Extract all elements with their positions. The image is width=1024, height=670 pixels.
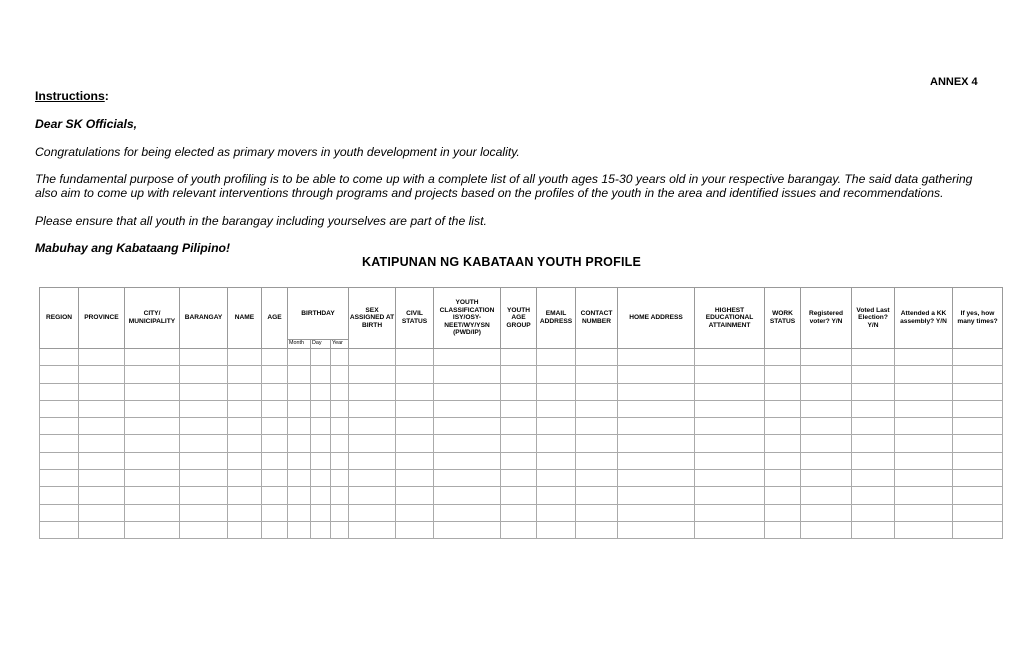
table-cell[interactable]	[40, 418, 79, 435]
col-name: NAME	[228, 288, 262, 349]
table-row	[40, 452, 1003, 469]
table-cell[interactable]	[765, 452, 801, 469]
table-cell[interactable]	[852, 383, 895, 400]
table-cell[interactable]	[953, 400, 1003, 417]
table-cell[interactable]	[618, 487, 695, 504]
table-cell[interactable]	[434, 435, 501, 452]
table-cell[interactable]	[537, 383, 576, 400]
table-cell[interactable]	[228, 452, 262, 469]
table-cell[interactable]	[40, 504, 79, 521]
table-cell[interactable]	[695, 418, 765, 435]
table-cell[interactable]	[228, 383, 262, 400]
table-cell[interactable]	[576, 400, 618, 417]
table-cell[interactable]	[396, 349, 434, 366]
table-cell[interactable]	[618, 521, 695, 538]
table-cell[interactable]	[228, 521, 262, 538]
table-row	[40, 383, 1003, 400]
col-city: CITY/ MUNICIPALITY	[125, 288, 180, 349]
table-cell[interactable]	[396, 487, 434, 504]
col-civil-status: CIVIL STATUS	[396, 288, 434, 349]
instructions-heading-colon: :	[104, 89, 109, 103]
table-cell[interactable]	[695, 349, 765, 366]
table-cell[interactable]	[618, 504, 695, 521]
table-cell[interactable]	[765, 383, 801, 400]
table-cell[interactable]	[434, 418, 501, 435]
table-cell[interactable]	[180, 452, 228, 469]
table-cell[interactable]	[288, 521, 311, 538]
table-cell[interactable]	[765, 521, 801, 538]
annex-label: ANNEX 4	[930, 76, 978, 88]
table-cell[interactable]	[434, 366, 501, 383]
table-cell[interactable]	[180, 435, 228, 452]
table-row	[40, 418, 1003, 435]
table-cell[interactable]	[953, 418, 1003, 435]
table-cell[interactable]	[434, 383, 501, 400]
table-cell[interactable]	[895, 452, 953, 469]
table-cell[interactable]	[501, 452, 537, 469]
table-cell[interactable]	[180, 487, 228, 504]
table-cell[interactable]	[331, 400, 349, 417]
table-cell[interactable]	[852, 504, 895, 521]
table-cell[interactable]	[895, 487, 953, 504]
table-cell[interactable]	[228, 470, 262, 487]
table-cell[interactable]	[288, 435, 311, 452]
table-cell[interactable]	[331, 366, 349, 383]
table-cell[interactable]	[331, 383, 349, 400]
table-cell[interactable]	[228, 418, 262, 435]
ensure-text: Please ensure that all youth in the barangay including yourselves are part of the list.	[35, 214, 487, 228]
table-cell[interactable]	[40, 400, 79, 417]
table-cell[interactable]	[180, 383, 228, 400]
table-cell[interactable]	[953, 487, 1003, 504]
table-cell[interactable]	[695, 383, 765, 400]
table-cell[interactable]	[537, 521, 576, 538]
table-cell[interactable]	[537, 400, 576, 417]
table-cell[interactable]	[228, 366, 262, 383]
table-cell[interactable]	[618, 435, 695, 452]
table-cell[interactable]	[801, 470, 852, 487]
table-cell[interactable]	[537, 504, 576, 521]
table-cell[interactable]	[396, 366, 434, 383]
table-cell[interactable]	[311, 383, 331, 400]
table-cell[interactable]	[618, 383, 695, 400]
table-cell[interactable]	[311, 487, 331, 504]
table-cell[interactable]	[501, 366, 537, 383]
table-cell[interactable]	[331, 418, 349, 435]
table-cell[interactable]	[501, 504, 537, 521]
table-cell[interactable]	[40, 383, 79, 400]
col-region: REGION	[40, 288, 79, 349]
table-cell[interactable]	[537, 452, 576, 469]
table-cell[interactable]	[311, 366, 331, 383]
table-cell[interactable]	[618, 366, 695, 383]
table-cell[interactable]	[695, 366, 765, 383]
table-cell[interactable]	[262, 435, 288, 452]
table-cell[interactable]	[801, 487, 852, 504]
table-cell[interactable]	[349, 349, 396, 366]
table-cell[interactable]	[501, 418, 537, 435]
table-cell[interactable]	[79, 383, 125, 400]
salutation: Dear SK Officials,	[35, 117, 138, 131]
table-cell[interactable]	[288, 383, 311, 400]
table-cell[interactable]	[953, 521, 1003, 538]
table-cell[interactable]	[396, 470, 434, 487]
table-cell[interactable]	[852, 435, 895, 452]
table-cell[interactable]	[125, 400, 180, 417]
table-cell[interactable]	[180, 349, 228, 366]
table-cell[interactable]	[349, 470, 396, 487]
table-cell[interactable]	[262, 470, 288, 487]
table-cell[interactable]	[262, 349, 288, 366]
table-cell[interactable]	[434, 470, 501, 487]
table-cell[interactable]	[501, 435, 537, 452]
table-cell[interactable]	[288, 366, 311, 383]
table-cell[interactable]	[331, 349, 349, 366]
table-cell[interactable]	[79, 470, 125, 487]
table-cell[interactable]	[852, 400, 895, 417]
table-cell[interactable]	[576, 383, 618, 400]
table-cell[interactable]	[349, 418, 396, 435]
table-cell[interactable]	[537, 487, 576, 504]
table-cell[interactable]	[262, 383, 288, 400]
table-cell[interactable]	[79, 400, 125, 417]
table-cell[interactable]	[801, 349, 852, 366]
table-row	[40, 487, 1003, 504]
table-cell[interactable]	[434, 400, 501, 417]
col-sex: SEX ASSIGNED AT BIRTH	[349, 288, 396, 349]
closing-text: Mabuhay ang Kabataang Pilipino!	[35, 241, 231, 255]
table-cell[interactable]	[331, 452, 349, 469]
col-voted-last-election: Voted Last Election? Y/N	[852, 288, 895, 349]
col-email: EMAIL ADDRESS	[537, 288, 576, 349]
col-birthday: BIRTHDAY	[288, 288, 349, 340]
col-birthday-day: Day	[311, 340, 331, 349]
table-cell[interactable]	[125, 452, 180, 469]
table-cell[interactable]	[79, 452, 125, 469]
table-cell[interactable]	[537, 435, 576, 452]
table-cell[interactable]	[695, 504, 765, 521]
table-cell[interactable]	[40, 521, 79, 538]
col-youth-age-group: YOUTH AGE GROUP	[501, 288, 537, 349]
table-cell[interactable]	[695, 470, 765, 487]
table-cell[interactable]	[537, 349, 576, 366]
table-cell[interactable]	[125, 366, 180, 383]
table-cell[interactable]	[125, 418, 180, 435]
table-cell[interactable]	[953, 349, 1003, 366]
table-cell[interactable]	[895, 521, 953, 538]
table-cell[interactable]	[537, 470, 576, 487]
table-cell[interactable]	[262, 504, 288, 521]
table-cell[interactable]	[576, 418, 618, 435]
table-cell[interactable]	[311, 521, 331, 538]
table-cell[interactable]	[262, 452, 288, 469]
col-work-status: WORK STATUS	[765, 288, 801, 349]
table-cell[interactable]	[40, 366, 79, 383]
table-cell[interactable]	[288, 400, 311, 417]
table-cell[interactable]	[288, 470, 311, 487]
table-cell[interactable]	[434, 452, 501, 469]
table-cell[interactable]	[349, 366, 396, 383]
col-barangay: BARANGAY	[180, 288, 228, 349]
table-cell[interactable]	[79, 418, 125, 435]
youth-profile-table	[39, 287, 1003, 539]
table-cell[interactable]	[125, 383, 180, 400]
table-cell[interactable]	[801, 504, 852, 521]
table-cell[interactable]	[618, 470, 695, 487]
table-cell[interactable]	[695, 400, 765, 417]
table-cell[interactable]	[311, 435, 331, 452]
table-cell[interactable]	[125, 504, 180, 521]
table-cell[interactable]	[765, 504, 801, 521]
table-cell[interactable]	[895, 418, 953, 435]
table-cell[interactable]	[311, 504, 331, 521]
instructions-heading-text: Instructions	[35, 89, 105, 103]
table-cell[interactable]	[501, 521, 537, 538]
table-cell[interactable]	[228, 487, 262, 504]
table-cell[interactable]	[576, 366, 618, 383]
table-cell[interactable]	[895, 504, 953, 521]
table-cell[interactable]	[895, 435, 953, 452]
table-cell[interactable]	[618, 418, 695, 435]
table-cell[interactable]	[180, 470, 228, 487]
table-cell[interactable]	[349, 435, 396, 452]
table-cell[interactable]	[331, 435, 349, 452]
table-cell[interactable]	[349, 504, 396, 521]
table-cell[interactable]	[576, 349, 618, 366]
table-cell[interactable]	[501, 487, 537, 504]
table-body	[40, 349, 1003, 539]
table-cell[interactable]	[396, 452, 434, 469]
table-cell[interactable]	[765, 349, 801, 366]
col-age: AGE	[262, 288, 288, 349]
table-cell[interactable]	[288, 487, 311, 504]
table-cell[interactable]	[125, 470, 180, 487]
table-cell[interactable]	[695, 452, 765, 469]
table-cell[interactable]	[852, 366, 895, 383]
table-cell[interactable]	[537, 366, 576, 383]
form-title: KATIPUNAN NG KABATAAN YOUTH PROFILE	[362, 255, 641, 269]
table-cell[interactable]	[576, 470, 618, 487]
table-cell[interactable]	[180, 400, 228, 417]
table-row	[40, 504, 1003, 521]
table-cell[interactable]	[79, 366, 125, 383]
col-education: HIGHEST EDUCATIONAL ATTAINMENT	[695, 288, 765, 349]
table-cell[interactable]	[852, 349, 895, 366]
col-attended-assembly: Attended a KK assembly? Y/N	[895, 288, 953, 349]
table-cell[interactable]	[618, 452, 695, 469]
table-cell[interactable]	[953, 504, 1003, 521]
table-cell[interactable]	[331, 487, 349, 504]
table-cell[interactable]	[801, 435, 852, 452]
table-cell[interactable]	[953, 452, 1003, 469]
table-cell[interactable]	[331, 521, 349, 538]
table-cell[interactable]	[434, 349, 501, 366]
table-cell[interactable]	[311, 470, 331, 487]
table-cell[interactable]	[895, 349, 953, 366]
table-cell[interactable]	[765, 418, 801, 435]
table-cell[interactable]	[349, 383, 396, 400]
purpose-line-2: also aim to come up with relevant interventions through programs and projects based on the profiles of the youth in the area and identified issues and recommendations.	[35, 186, 944, 200]
table-cell[interactable]	[262, 418, 288, 435]
table-cell[interactable]	[434, 487, 501, 504]
table-cell[interactable]	[765, 487, 801, 504]
table-cell[interactable]	[311, 452, 331, 469]
table-cell[interactable]	[228, 504, 262, 521]
table-cell[interactable]	[180, 418, 228, 435]
table-cell[interactable]	[79, 435, 125, 452]
table-row	[40, 366, 1003, 383]
table-cell[interactable]	[40, 452, 79, 469]
table-cell[interactable]	[396, 418, 434, 435]
table-cell[interactable]	[396, 504, 434, 521]
table-cell[interactable]	[953, 435, 1003, 452]
table-cell[interactable]	[40, 349, 79, 366]
table-cell[interactable]	[125, 435, 180, 452]
table-cell[interactable]	[40, 470, 79, 487]
table-cell[interactable]	[895, 366, 953, 383]
table-cell[interactable]	[262, 521, 288, 538]
table-row	[40, 349, 1003, 366]
table-cell[interactable]	[180, 366, 228, 383]
table-cell[interactable]	[331, 504, 349, 521]
table-row	[40, 470, 1003, 487]
table-row	[40, 435, 1003, 452]
table-cell[interactable]	[288, 418, 311, 435]
table-cell[interactable]	[852, 521, 895, 538]
table-cell[interactable]	[852, 418, 895, 435]
table-cell[interactable]	[895, 400, 953, 417]
col-home-address: HOME ADDRESS	[618, 288, 695, 349]
table-cell[interactable]	[180, 504, 228, 521]
table-cell[interactable]	[501, 400, 537, 417]
table-cell[interactable]	[396, 521, 434, 538]
table-cell[interactable]	[895, 470, 953, 487]
table-cell[interactable]	[695, 435, 765, 452]
table-cell[interactable]	[852, 452, 895, 469]
table-cell[interactable]	[262, 487, 288, 504]
table-cell[interactable]	[765, 366, 801, 383]
table-cell[interactable]	[618, 349, 695, 366]
table-cell[interactable]	[852, 470, 895, 487]
table-cell[interactable]	[349, 487, 396, 504]
table-cell[interactable]	[434, 521, 501, 538]
table-cell[interactable]	[765, 400, 801, 417]
table-cell[interactable]	[311, 349, 331, 366]
table-cell[interactable]	[228, 349, 262, 366]
table-cell[interactable]	[288, 452, 311, 469]
table-row	[40, 400, 1003, 417]
table-cell[interactable]	[349, 452, 396, 469]
table-cell[interactable]	[953, 470, 1003, 487]
table-cell[interactable]	[288, 349, 311, 366]
table-cell[interactable]	[396, 435, 434, 452]
table-cell[interactable]	[331, 470, 349, 487]
table-row	[40, 521, 1003, 538]
table-cell[interactable]	[895, 383, 953, 400]
table-cell[interactable]	[434, 504, 501, 521]
col-registered-voter: Registered voter? Y/N	[801, 288, 852, 349]
col-birthday-month: Month	[288, 340, 311, 349]
table-cell[interactable]	[180, 521, 228, 538]
purpose-line-1: The fundamental purpose of youth profiling is to be able to come up with a complete list of all youth ages 15-30 years old in your respective barangay. The said data gathering	[35, 172, 973, 186]
table-cell[interactable]	[695, 521, 765, 538]
table-cell[interactable]	[576, 521, 618, 538]
table-cell[interactable]	[79, 487, 125, 504]
table-cell[interactable]	[801, 366, 852, 383]
table-cell[interactable]	[801, 452, 852, 469]
table-cell[interactable]	[262, 366, 288, 383]
table-cell[interactable]	[801, 418, 852, 435]
instructions-heading	[35, 89, 109, 104]
table-cell[interactable]	[125, 349, 180, 366]
table-cell[interactable]	[228, 400, 262, 417]
table-cell[interactable]	[576, 487, 618, 504]
table-cell[interactable]	[349, 400, 396, 417]
table-cell[interactable]	[852, 487, 895, 504]
table-cell[interactable]	[801, 521, 852, 538]
col-contact: CONTACT NUMBER	[576, 288, 618, 349]
table-cell[interactable]	[501, 383, 537, 400]
col-times-attended: If yes, how many times?	[953, 288, 1003, 349]
table-cell[interactable]	[79, 504, 125, 521]
col-birthday-year: Year	[331, 340, 349, 349]
table-cell[interactable]	[501, 349, 537, 366]
table-cell[interactable]	[311, 418, 331, 435]
table-cell[interactable]	[576, 435, 618, 452]
table-cell[interactable]	[765, 470, 801, 487]
table-cell[interactable]	[228, 435, 262, 452]
table-cell[interactable]	[801, 400, 852, 417]
congrats-text: Congratulations for being elected as primary movers in youth development in your locality.	[35, 145, 520, 159]
table-cell[interactable]	[311, 400, 331, 417]
table-cell[interactable]	[953, 383, 1003, 400]
col-province: PROVINCE	[79, 288, 125, 349]
table-cell[interactable]	[953, 366, 1003, 383]
table-cell[interactable]	[618, 400, 695, 417]
table-cell[interactable]	[349, 521, 396, 538]
table-cell[interactable]	[695, 487, 765, 504]
table-cell[interactable]	[79, 349, 125, 366]
table-cell[interactable]	[125, 521, 180, 538]
table-cell[interactable]	[125, 487, 180, 504]
table-cell[interactable]	[40, 487, 79, 504]
table-cell[interactable]	[537, 418, 576, 435]
table-cell[interactable]	[765, 435, 801, 452]
table-cell[interactable]	[396, 383, 434, 400]
table-cell[interactable]	[262, 400, 288, 417]
table-cell[interactable]	[396, 400, 434, 417]
table-cell[interactable]	[576, 504, 618, 521]
table-cell[interactable]	[288, 504, 311, 521]
table-cell[interactable]	[40, 435, 79, 452]
col-youth-classification: YOUTH CLASSIFICATION ISY/OSY- NEET/WY/YSN (PWD/IP)	[434, 288, 501, 349]
table-cell[interactable]	[79, 521, 125, 538]
table-cell[interactable]	[501, 470, 537, 487]
table-cell[interactable]	[576, 452, 618, 469]
table-cell[interactable]	[801, 383, 852, 400]
